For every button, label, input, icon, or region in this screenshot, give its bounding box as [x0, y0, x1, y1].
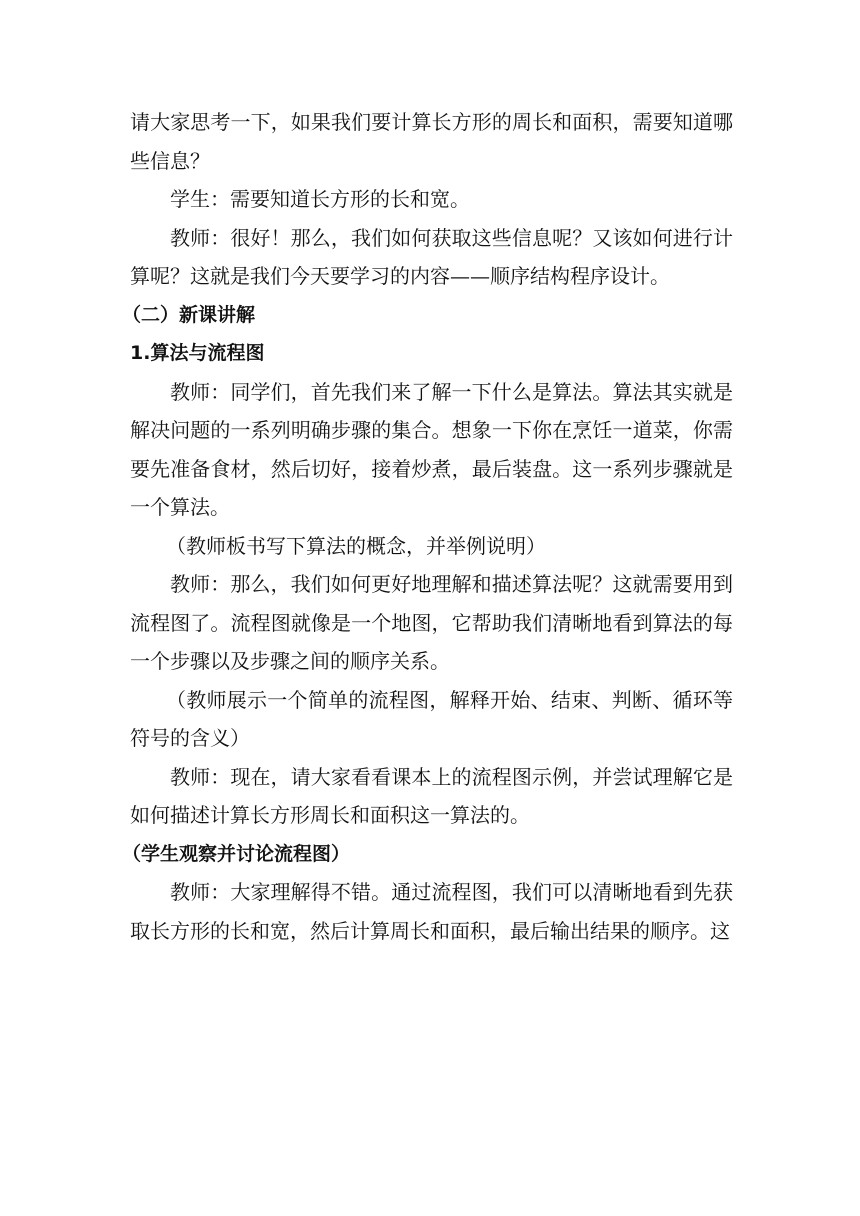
subsection-heading-algorithm: 1.算法与流程图 [130, 342, 265, 364]
paragraph-algorithm-definition: 教师：同学们，首先我们来了解一下什么是算法。算法其实就是解决问题的一系列明确步骤的集合。想象一下你在烹饪一道菜，你需要先准备食材，然后切好，接着炒煮，最后装盘。这一系列步骤就是一个算法。 [130, 379, 733, 519]
paragraph-intro-question: 请大家思考一下，如果我们要计算长方形的周长和面积，需要知道哪些信息？ [130, 110, 733, 173]
document-page [122, 103, 733, 950]
note-flowchart-symbols: （教师展示一个简单的流程图，解释开始、结束、判断、循环等符号的含义） [130, 687, 733, 750]
paragraph-teacher-transition: 教师：很好！那么，我们如何获取这些信息呢？又该如何进行计算呢？这就是我们今天要学习的内容——顺序结构程序设计。 [130, 225, 733, 288]
section-heading-new-lesson: （二）新课讲解 [122, 303, 256, 326]
heading-student-discussion: （学生观察并讨论流程图） [122, 842, 351, 865]
paragraph-flowchart-intro: 教师：那么，我们如何更好地理解和描述算法呢？这就需要用到流程图了。流程图就像是一个地图，它帮助我们清晰地看到算法的每一个步骤以及步骤之间的顺序关系。 [130, 572, 733, 673]
paragraph-student-answer: 学生：需要知道长方形的长和宽。 [170, 187, 470, 211]
paragraph-flowchart-summary: 教师：大家理解得不错。通过流程图，我们可以清晰地看到先获取长方形的长和宽，然后计算周长和面积，最后输出结果的顺序。这 [130, 880, 733, 943]
paragraph-textbook-example: 教师：现在，请大家看看课本上的流程图示例，并尝试理解它是如何描述计算长方形周长和面积这一算法的。 [130, 764, 733, 827]
note-blackboard-writing: （教师板书写下算法的概念，并举例说明） [166, 533, 546, 558]
